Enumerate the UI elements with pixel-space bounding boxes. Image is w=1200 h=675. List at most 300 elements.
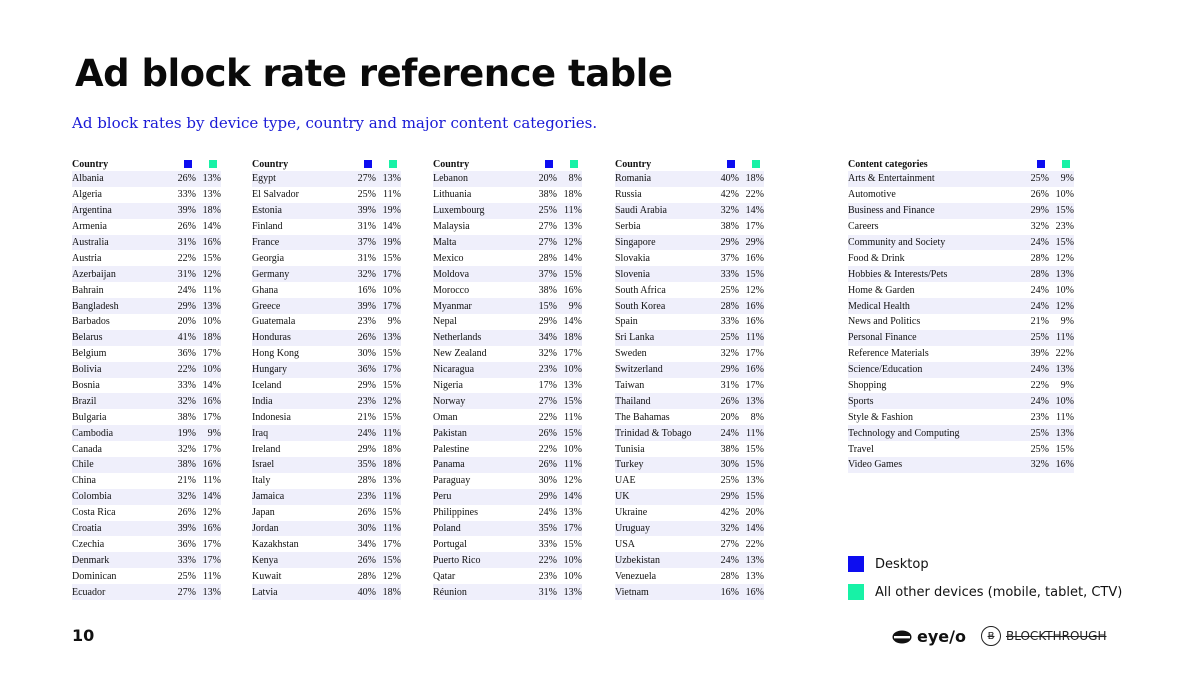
desktop-rate: 21%: [1030, 316, 1049, 328]
row-label: Uruguay: [615, 521, 715, 537]
desktop-square-icon: [1037, 160, 1045, 168]
page-title: Ad block rate reference table: [75, 52, 673, 95]
other-devices-rate: 12%: [196, 266, 221, 282]
other-devices-rate: 17%: [202, 538, 221, 550]
desktop-rate: 29%: [172, 298, 196, 314]
table-row: [615, 393, 764, 409]
row-label: Luxembourg: [433, 203, 533, 219]
column-header: Country: [72, 158, 109, 170]
desktop-rate: 36%: [352, 362, 376, 378]
row-label: Austria: [72, 252, 102, 264]
eyeo-logo-text: eye/o: [917, 627, 966, 646]
row-label: France: [252, 235, 352, 251]
other-devices-rate: 22%: [745, 189, 764, 201]
row-label: Mexico: [433, 252, 464, 264]
other-devices-rate: 11%: [564, 411, 582, 423]
other-devices-rate: 17%: [196, 552, 221, 568]
table-row: [433, 552, 582, 568]
row-label: Norway: [433, 393, 533, 409]
row-label: Personal Finance: [848, 330, 1025, 346]
row-label: Japan: [252, 507, 275, 519]
other-devices-rate: 16%: [1049, 457, 1074, 473]
table-row: [433, 457, 582, 473]
desktop-rate: 32%: [177, 443, 196, 455]
other-devices-rate: 15%: [382, 380, 401, 392]
desktop-rate: 32%: [715, 203, 739, 219]
desktop-rate: 35%: [533, 521, 557, 537]
other-devices-rate: 16%: [739, 584, 764, 600]
other-devices-rate: 12%: [376, 393, 401, 409]
other-devices-rate: 19%: [376, 203, 401, 219]
desktop-rate: 38%: [720, 221, 739, 233]
desktop-rate: 27%: [538, 221, 557, 233]
other-devices-rate: 15%: [563, 538, 582, 550]
desktop-rate: 38%: [177, 411, 196, 423]
table-row: [433, 171, 582, 187]
other-devices-rate: 15%: [382, 348, 401, 360]
row-label: Venezuela: [615, 570, 657, 582]
other-devices-rate: 16%: [739, 298, 764, 314]
other-devices-rate: 18%: [376, 457, 401, 473]
row-label: Croatia: [72, 521, 172, 537]
desktop-rate: 15%: [533, 298, 557, 314]
row-label: Bosnia: [72, 380, 100, 392]
row-label: Costa Rica: [72, 507, 116, 519]
row-label: Business and Finance: [848, 203, 1025, 219]
row-label: Careers: [848, 221, 879, 233]
table-row: [848, 282, 1074, 298]
other-devices-rate: 9%: [1060, 380, 1074, 392]
other-devices-rate: 10%: [196, 362, 221, 378]
other-devices-rate: 10%: [1055, 284, 1074, 296]
desktop-rate: 33%: [177, 189, 196, 201]
desktop-rate: 37%: [533, 266, 557, 282]
desktop-rate: 22%: [533, 552, 557, 568]
desktop-rate: 28%: [357, 570, 376, 582]
legend-other-devices: [848, 584, 1122, 600]
row-label: South Africa: [615, 284, 666, 296]
column-header: Country: [615, 158, 652, 170]
other-devices-rate: 16%: [745, 252, 764, 264]
page-subtitle: Ad block rates by device type, country and major content categories.: [72, 114, 598, 132]
other-devices-square-icon: [389, 160, 397, 168]
table-row: [252, 314, 401, 330]
desktop-rate: 25%: [177, 570, 196, 582]
other-devices-rate: 18%: [382, 443, 401, 455]
other-devices-rate: 10%: [557, 362, 582, 378]
row-label: Uzbekistan: [615, 552, 715, 568]
row-label: Indonesia: [252, 411, 291, 423]
other-devices-rate: 11%: [557, 203, 582, 219]
other-devices-rate: 17%: [376, 266, 401, 282]
table-row: [252, 250, 401, 266]
row-label: Colombia: [72, 489, 172, 505]
row-label: Canada: [72, 443, 102, 455]
row-label: Hobbies & Interests/Pets: [848, 266, 1025, 282]
table-row: [252, 425, 401, 441]
row-label: Sports: [848, 393, 1025, 409]
desktop-rate: 39%: [352, 203, 376, 219]
desktop-rate: 23%: [352, 393, 376, 409]
desktop-rate: 24%: [1025, 298, 1049, 314]
other-devices-rate: 22%: [745, 538, 764, 550]
table-row: [252, 346, 401, 362]
desktop-rate: 26%: [177, 507, 196, 519]
other-devices-rate: 11%: [739, 330, 764, 346]
other-devices-rate: 17%: [745, 380, 764, 392]
desktop-rate: 38%: [172, 457, 196, 473]
row-label: Brazil: [72, 393, 172, 409]
desktop-rate: 24%: [715, 425, 739, 441]
desktop-rate: 21%: [357, 411, 376, 423]
desktop-rate: 28%: [720, 570, 739, 582]
other-devices-rate: 15%: [382, 252, 401, 264]
table-row: [615, 362, 764, 378]
other-devices-rate: 13%: [563, 507, 582, 519]
table-row: [615, 505, 764, 521]
other-devices-rate: 16%: [196, 457, 221, 473]
other-devices-header: [1049, 157, 1074, 171]
other-devices-rate: 13%: [382, 475, 401, 487]
other-devices-rate: 15%: [1055, 443, 1074, 455]
row-label: Honduras: [252, 330, 352, 346]
table-row: [615, 330, 764, 346]
desktop-rate: 25%: [1025, 171, 1049, 187]
desktop-rate: 27%: [720, 538, 739, 550]
other-devices-rate: 20%: [745, 507, 764, 519]
desktop-header: [352, 157, 376, 171]
table-row: [72, 298, 221, 314]
table-row: [433, 584, 582, 600]
other-devices-rate: 13%: [196, 584, 221, 600]
column-header: Content categories: [848, 158, 928, 170]
table-row: [848, 409, 1074, 425]
desktop-rate: 42%: [720, 189, 739, 201]
table-row: [72, 171, 221, 187]
desktop-rate: 41%: [172, 330, 196, 346]
other-devices-header: [557, 157, 582, 171]
row-label: UK: [615, 489, 715, 505]
desktop-rate: 33%: [720, 316, 739, 328]
table-row: [252, 266, 401, 282]
other-devices-rate: 15%: [745, 443, 764, 455]
table-row: [615, 378, 764, 394]
other-devices-rate: 13%: [563, 380, 582, 392]
other-devices-rate: 23%: [1055, 221, 1074, 233]
table-row: [72, 235, 221, 251]
other-devices-rate: 10%: [563, 570, 582, 582]
row-label: Kenya: [252, 552, 352, 568]
other-devices-rate: 10%: [1055, 189, 1074, 201]
desktop-rate: 37%: [720, 252, 739, 264]
desktop-rate: 38%: [538, 189, 557, 201]
row-label: Science/Education: [848, 362, 1025, 378]
table-row: [848, 187, 1074, 203]
row-label: Singapore: [615, 235, 715, 251]
content-categories-table: [848, 157, 1074, 473]
other-devices-rate: 15%: [557, 266, 582, 282]
row-label: Jamaica: [252, 489, 352, 505]
desktop-rate: 23%: [1030, 411, 1049, 423]
desktop-rate: 31%: [533, 584, 557, 600]
desktop-rate: 27%: [172, 584, 196, 600]
country-table-1: [72, 157, 221, 600]
desktop-rate: 33%: [538, 538, 557, 550]
row-label: Community and Society: [848, 235, 1025, 251]
table-row: [252, 409, 401, 425]
table-row: [848, 203, 1074, 219]
table-row: [433, 409, 582, 425]
row-label: Russia: [615, 189, 642, 201]
row-label: Paraguay: [433, 475, 471, 487]
desktop-rate: 16%: [715, 584, 739, 600]
table-row: [848, 266, 1074, 282]
desktop-rate: 22%: [172, 362, 196, 378]
desktop-rate: 31%: [172, 235, 196, 251]
desktop-swatch: [848, 556, 864, 572]
desktop-rate: 26%: [357, 507, 376, 519]
desktop-rate: 29%: [715, 235, 739, 251]
row-label: Myanmar: [433, 298, 533, 314]
other-devices-rate: 19%: [376, 235, 401, 251]
table-row: [433, 393, 582, 409]
table-row: [433, 473, 582, 489]
other-devices-rate: 13%: [563, 221, 582, 233]
table-row: [848, 378, 1074, 394]
desktop-square-icon: [364, 160, 372, 168]
row-label: Ecuador: [72, 584, 172, 600]
desktop-rate: 36%: [177, 538, 196, 550]
row-label: Iraq: [252, 425, 352, 441]
row-label: Slovenia: [615, 266, 715, 282]
desktop-rate: 22%: [538, 443, 557, 455]
desktop-rate: 26%: [1030, 189, 1049, 201]
desktop-rate: 25%: [715, 330, 739, 346]
other-devices-rate: 14%: [557, 489, 582, 505]
row-label: Qatar: [433, 570, 456, 582]
row-label: Turkey: [615, 457, 715, 473]
other-devices-rate: 12%: [202, 507, 221, 519]
row-label: Technology and Computing: [848, 425, 1025, 441]
other-devices-rate: 13%: [739, 393, 764, 409]
other-devices-rate: 13%: [196, 171, 221, 187]
row-label: Taiwan: [615, 380, 645, 392]
row-label: Greece: [252, 298, 352, 314]
row-label: Belarus: [72, 330, 172, 346]
table-row: [72, 250, 221, 266]
other-devices-rate: 13%: [1049, 362, 1074, 378]
desktop-rate: 26%: [533, 457, 557, 473]
desktop-rate: 23%: [538, 570, 557, 582]
row-label: Sweden: [615, 348, 647, 360]
row-label: Malaysia: [433, 221, 470, 233]
legend-desktop: [848, 556, 929, 572]
row-label: Azerbaijan: [72, 266, 172, 282]
desktop-rate: 33%: [715, 266, 739, 282]
table-row: [615, 298, 764, 314]
desktop-square-icon: [727, 160, 735, 168]
table-row: [615, 171, 764, 187]
other-devices-rate: 13%: [745, 475, 764, 487]
table-row: [252, 568, 401, 584]
row-label: India: [252, 393, 352, 409]
other-devices-rate: 9%: [387, 316, 401, 328]
row-label: Style & Fashion: [848, 411, 914, 423]
desktop-rate: 32%: [172, 489, 196, 505]
desktop-rate: 26%: [715, 393, 739, 409]
table-row: [615, 473, 764, 489]
desktop-rate: 29%: [1025, 203, 1049, 219]
desktop-rate: 25%: [720, 475, 739, 487]
other-devices-rate: 15%: [739, 457, 764, 473]
other-devices-rate: 14%: [202, 380, 221, 392]
other-devices-rate: 15%: [382, 507, 401, 519]
desktop-rate: 24%: [177, 284, 196, 296]
desktop-rate: 29%: [715, 489, 739, 505]
desktop-rate: 25%: [720, 284, 739, 296]
other-devices-rate: 16%: [196, 393, 221, 409]
other-devices-rate: 14%: [382, 221, 401, 233]
table-row: [848, 457, 1074, 473]
desktop-rate: 32%: [352, 266, 376, 282]
table-row: [72, 505, 221, 521]
row-label: Switzerland: [615, 362, 715, 378]
other-devices-rate: 12%: [1049, 298, 1074, 314]
table-row: [252, 489, 401, 505]
table-row: [252, 505, 401, 521]
other-devices-rate: 18%: [557, 330, 582, 346]
row-label: New Zealand: [433, 348, 487, 360]
other-devices-rate: 15%: [557, 393, 582, 409]
row-label: UAE: [615, 475, 636, 487]
other-devices-rate: 12%: [1055, 252, 1074, 264]
desktop-rate: 33%: [177, 380, 196, 392]
table-row: [848, 330, 1074, 346]
desktop-rate: 22%: [538, 411, 557, 423]
table-row: [252, 473, 401, 489]
other-devices-rate: 13%: [376, 171, 401, 187]
row-label: Slovakia: [615, 252, 650, 264]
row-label: Denmark: [72, 552, 172, 568]
other-devices-rate: 17%: [557, 521, 582, 537]
other-devices-rate: 13%: [739, 552, 764, 568]
table-row: [615, 536, 764, 552]
row-label: Tunisia: [615, 443, 645, 455]
row-label: Trinidad & Tobago: [615, 425, 715, 441]
desktop-rate: 23%: [357, 316, 376, 328]
country-table-4: [615, 157, 764, 600]
other-devices-rate: 11%: [1049, 330, 1074, 346]
desktop-rate: 29%: [357, 380, 376, 392]
row-label: Netherlands: [433, 330, 533, 346]
row-label: Czechia: [72, 538, 105, 550]
other-devices-rate: 17%: [376, 362, 401, 378]
desktop-rate: 23%: [533, 362, 557, 378]
other-devices-header: [739, 157, 764, 171]
row-label: Réunion: [433, 584, 533, 600]
row-label: Nepal: [433, 316, 457, 328]
legend-other-label: All other devices (mobile, tablet, CTV): [875, 584, 1123, 600]
row-label: Thailand: [615, 393, 715, 409]
table-row: [72, 473, 221, 489]
table-row: [848, 219, 1074, 235]
desktop-rate: 31%: [357, 252, 376, 264]
eyeo-logo: [892, 627, 966, 646]
other-devices-rate: 18%: [563, 189, 582, 201]
desktop-rate: 27%: [533, 393, 557, 409]
desktop-rate: 32%: [538, 348, 557, 360]
table-row: [615, 425, 764, 441]
table-row: [615, 489, 764, 505]
desktop-rate: 27%: [533, 235, 557, 251]
other-devices-rate: 17%: [376, 298, 401, 314]
row-label: Vietnam: [615, 584, 715, 600]
desktop-rate: 16%: [357, 284, 376, 296]
table-row: [615, 282, 764, 298]
table-row: [615, 521, 764, 537]
row-label: Reference Materials: [848, 348, 929, 360]
other-devices-square-icon: [752, 160, 760, 168]
desktop-rate: 40%: [352, 584, 376, 600]
row-label: Home & Garden: [848, 284, 915, 296]
row-label: Belgium: [72, 348, 107, 360]
other-devices-rate: 17%: [202, 443, 221, 455]
table-row: [252, 203, 401, 219]
row-label: Georgia: [252, 252, 285, 264]
desktop-rate: 30%: [538, 475, 557, 487]
other-devices-rate: 17%: [202, 411, 221, 423]
row-label: Lithuania: [433, 189, 472, 201]
row-label: Oman: [433, 411, 458, 423]
other-devices-rate: 12%: [745, 284, 764, 296]
table-row: [72, 489, 221, 505]
row-label: The Bahamas: [615, 411, 670, 423]
row-label: Portugal: [433, 538, 467, 550]
other-devices-rate: 10%: [382, 284, 401, 296]
other-devices-rate: 16%: [196, 521, 221, 537]
row-label: Barbados: [72, 316, 110, 328]
desktop-rate: 32%: [720, 348, 739, 360]
other-devices-rate: 15%: [202, 252, 221, 264]
table-row: [72, 266, 221, 282]
desktop-square-icon: [545, 160, 553, 168]
other-devices-rate: 16%: [745, 316, 764, 328]
desktop-rate: 25%: [533, 203, 557, 219]
table-row: [72, 425, 221, 441]
desktop-header: [172, 157, 196, 171]
table-row: [72, 521, 221, 537]
desktop-rate: 22%: [1030, 380, 1049, 392]
desktop-rate: 28%: [538, 252, 557, 264]
desktop-rate: 29%: [357, 443, 376, 455]
column-header: Country: [433, 158, 470, 170]
other-devices-rate: 17%: [202, 348, 221, 360]
blockthrough-mark-icon: B: [981, 626, 1001, 646]
row-label: Latvia: [252, 584, 352, 600]
other-devices-rate: 14%: [196, 489, 221, 505]
row-label: Argentina: [72, 203, 172, 219]
table-row: [433, 536, 582, 552]
other-devices-rate: 9%: [557, 298, 582, 314]
table-row: [72, 378, 221, 394]
table-row: [615, 552, 764, 568]
row-label: Arts & Entertainment: [848, 171, 1025, 187]
row-label: Morocco: [433, 284, 470, 296]
other-devices-rate: 11%: [376, 425, 401, 441]
row-label: Kazakhstan: [252, 538, 299, 550]
table-row: [433, 250, 582, 266]
table-row: [433, 266, 582, 282]
